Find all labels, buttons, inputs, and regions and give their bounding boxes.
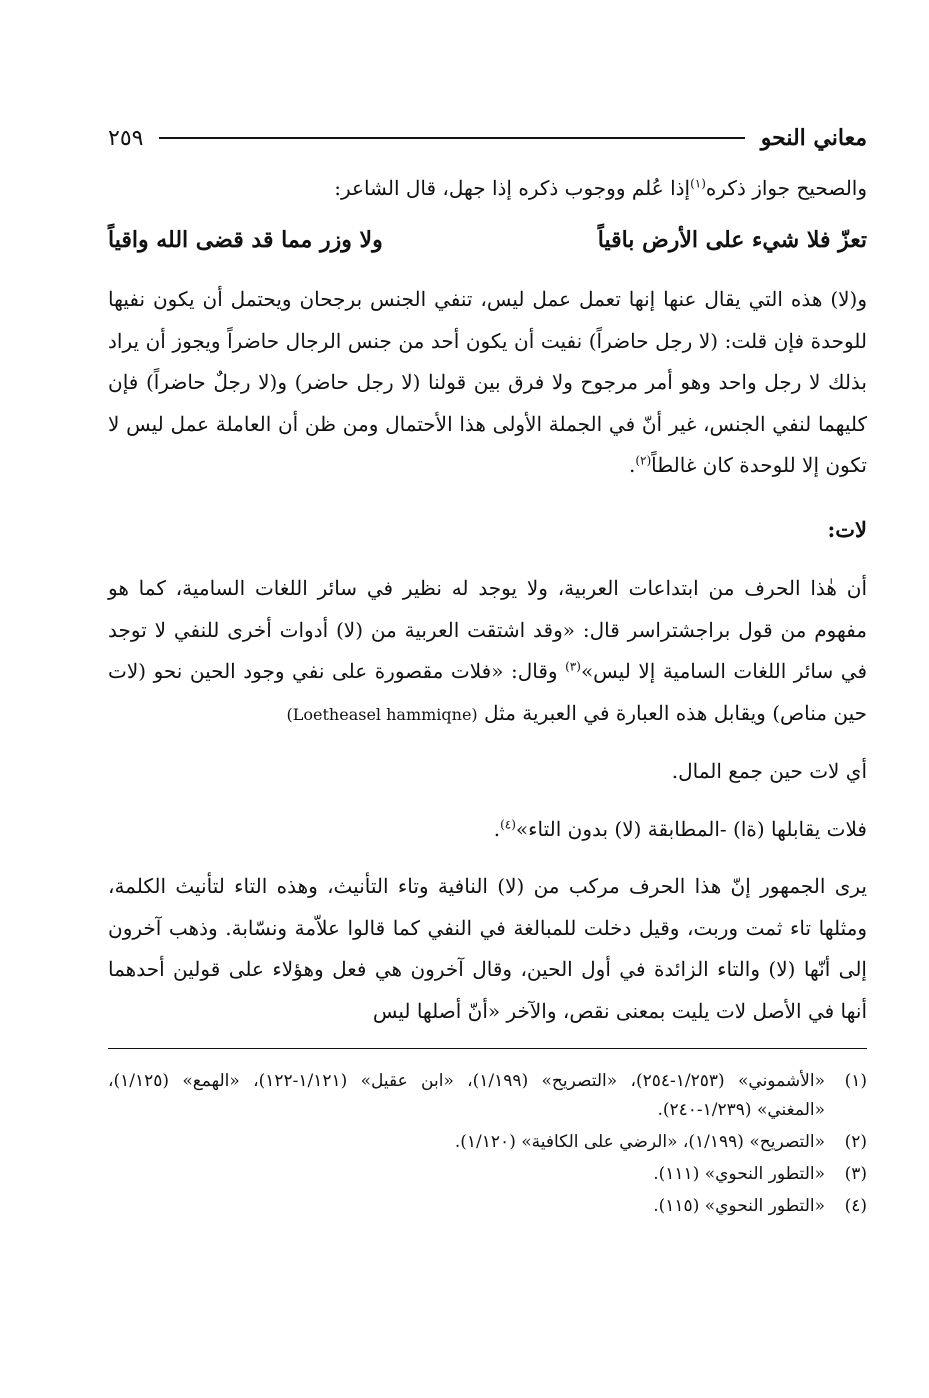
footnote-ref: (٢) [635,453,652,468]
verse-first-hemistich: تعزّ فلا شيء على الأرض باقياً [597,226,867,253]
footnote-item: (٣) «التطور النحوي» (١١١). [653,1164,867,1184]
footnote-separator [108,1048,867,1049]
page-header [108,118,867,158]
paragraph-3: أن هٰذا الحرف من ابتداعات العربية، ولا يوجد له نظير في سائر اللغات السامية، كما هو مفهوم من قول براجشتراسر قال: «وقد اشتقت العربية من (لا) أدوات أخرى للنفي لا توجد في سائر اللغات السامية إلا ليس»$^{(٣)}$ وقال: «فلات مقصورة على نفي وجود الحين نحو (لات حين مناص) ويقابل هذه العبارة في العبرية مثل (Loetheasel hammiqne) [108,576,868,725]
poetry-verse [108,220,867,262]
paragraph-4: أي لات حين جمع المال. [671,759,867,783]
footnotes [108,1067,867,1221]
section-heading: لات: [827,516,867,542]
paragraph-1: والصحيح جواز ذكره$^{(١)}$إذا عُلم ووجوب ذكره إذا جهل، قال الشاعر: [334,176,867,200]
paragraph-6: يرى الجمهور إنّ هذا الحرف مركب من (لا) النافية وتاء التأنيث، وهذه التاء لتأنيث الكلمة، ومثلها تاء ثمت وربت، وقيل دخلت للمبالغة في النفي كما قالوا علاّمة ونسّابة. وذهب آخرون إلى أنّها (لا) والتاء الزائدة في أول الحين، وقال آخرون هي فعل وهؤلاء على قولين أحدهما أنها في الأصل لات يليت بمعنى نقص، والآخر «أنّ أصلها ليس [108,874,867,1023]
footnote-ref: (٤) [500,816,516,831]
page-number: ٢٥٩ [108,125,144,151]
footnote-ref: (٣) [565,659,581,674]
footnote-ref: (١) [690,176,706,191]
main-text [108,168,867,1224]
latin-phrase: (Loetheasel hammiqne) [286,704,478,724]
paragraph-2: و(لا) هذه التي يقال عنها إنها تعمل عمل ليس، تنفي الجنس برجحان ويحتمل أن يكون نفيها للوحدة فإن قلت: (لا رجل حاضراً) نفيت أن يكون أحد من جنس الرجال حاضراً ويجوز أن يراد بذلك لا رجل واحد وهو أمر مرجوح ولا فرق بين قولنا (لا رجل حاضر) و(لا رجلٌ حاضراً) فإن كليهما لنفي الجنس، غير أنّ في الجملة الأولى هذا الأحتمال ومن ظن أن العاملة عمل ليس لا تكون إلا للوحدة كان غالطاً$^{(٢)}$. [108,287,867,477]
paragraph-5: فلات يقابلها (ةا) -المطابقة (لا) بدون التاء»$^{(٤)}$. [493,816,867,841]
header-rule [159,137,744,139]
running-title: معاني النحو [760,125,867,151]
footnote-item: (١) «الأشموني» (١/٢٥٣-٢٥٤)، «التصريح» (١/١٩٩)، «ابن عقيل» (١/١٢١-١٢٢)، «الهمع» (١/١٢٥)، «المغني» (١/٢٣٩-٢٤٠). [108,1071,867,1120]
footnote-item: (٢) «التصريح» (١/١٩٩)، «الرضي على الكافية» (١/١٢٠). [454,1132,867,1152]
verse-second-hemistich: ولا وزر مما قد قضى الله واقياً [108,226,383,253]
footnote-item: (٤) «التطور النحوي» (١١٥). [653,1196,867,1216]
